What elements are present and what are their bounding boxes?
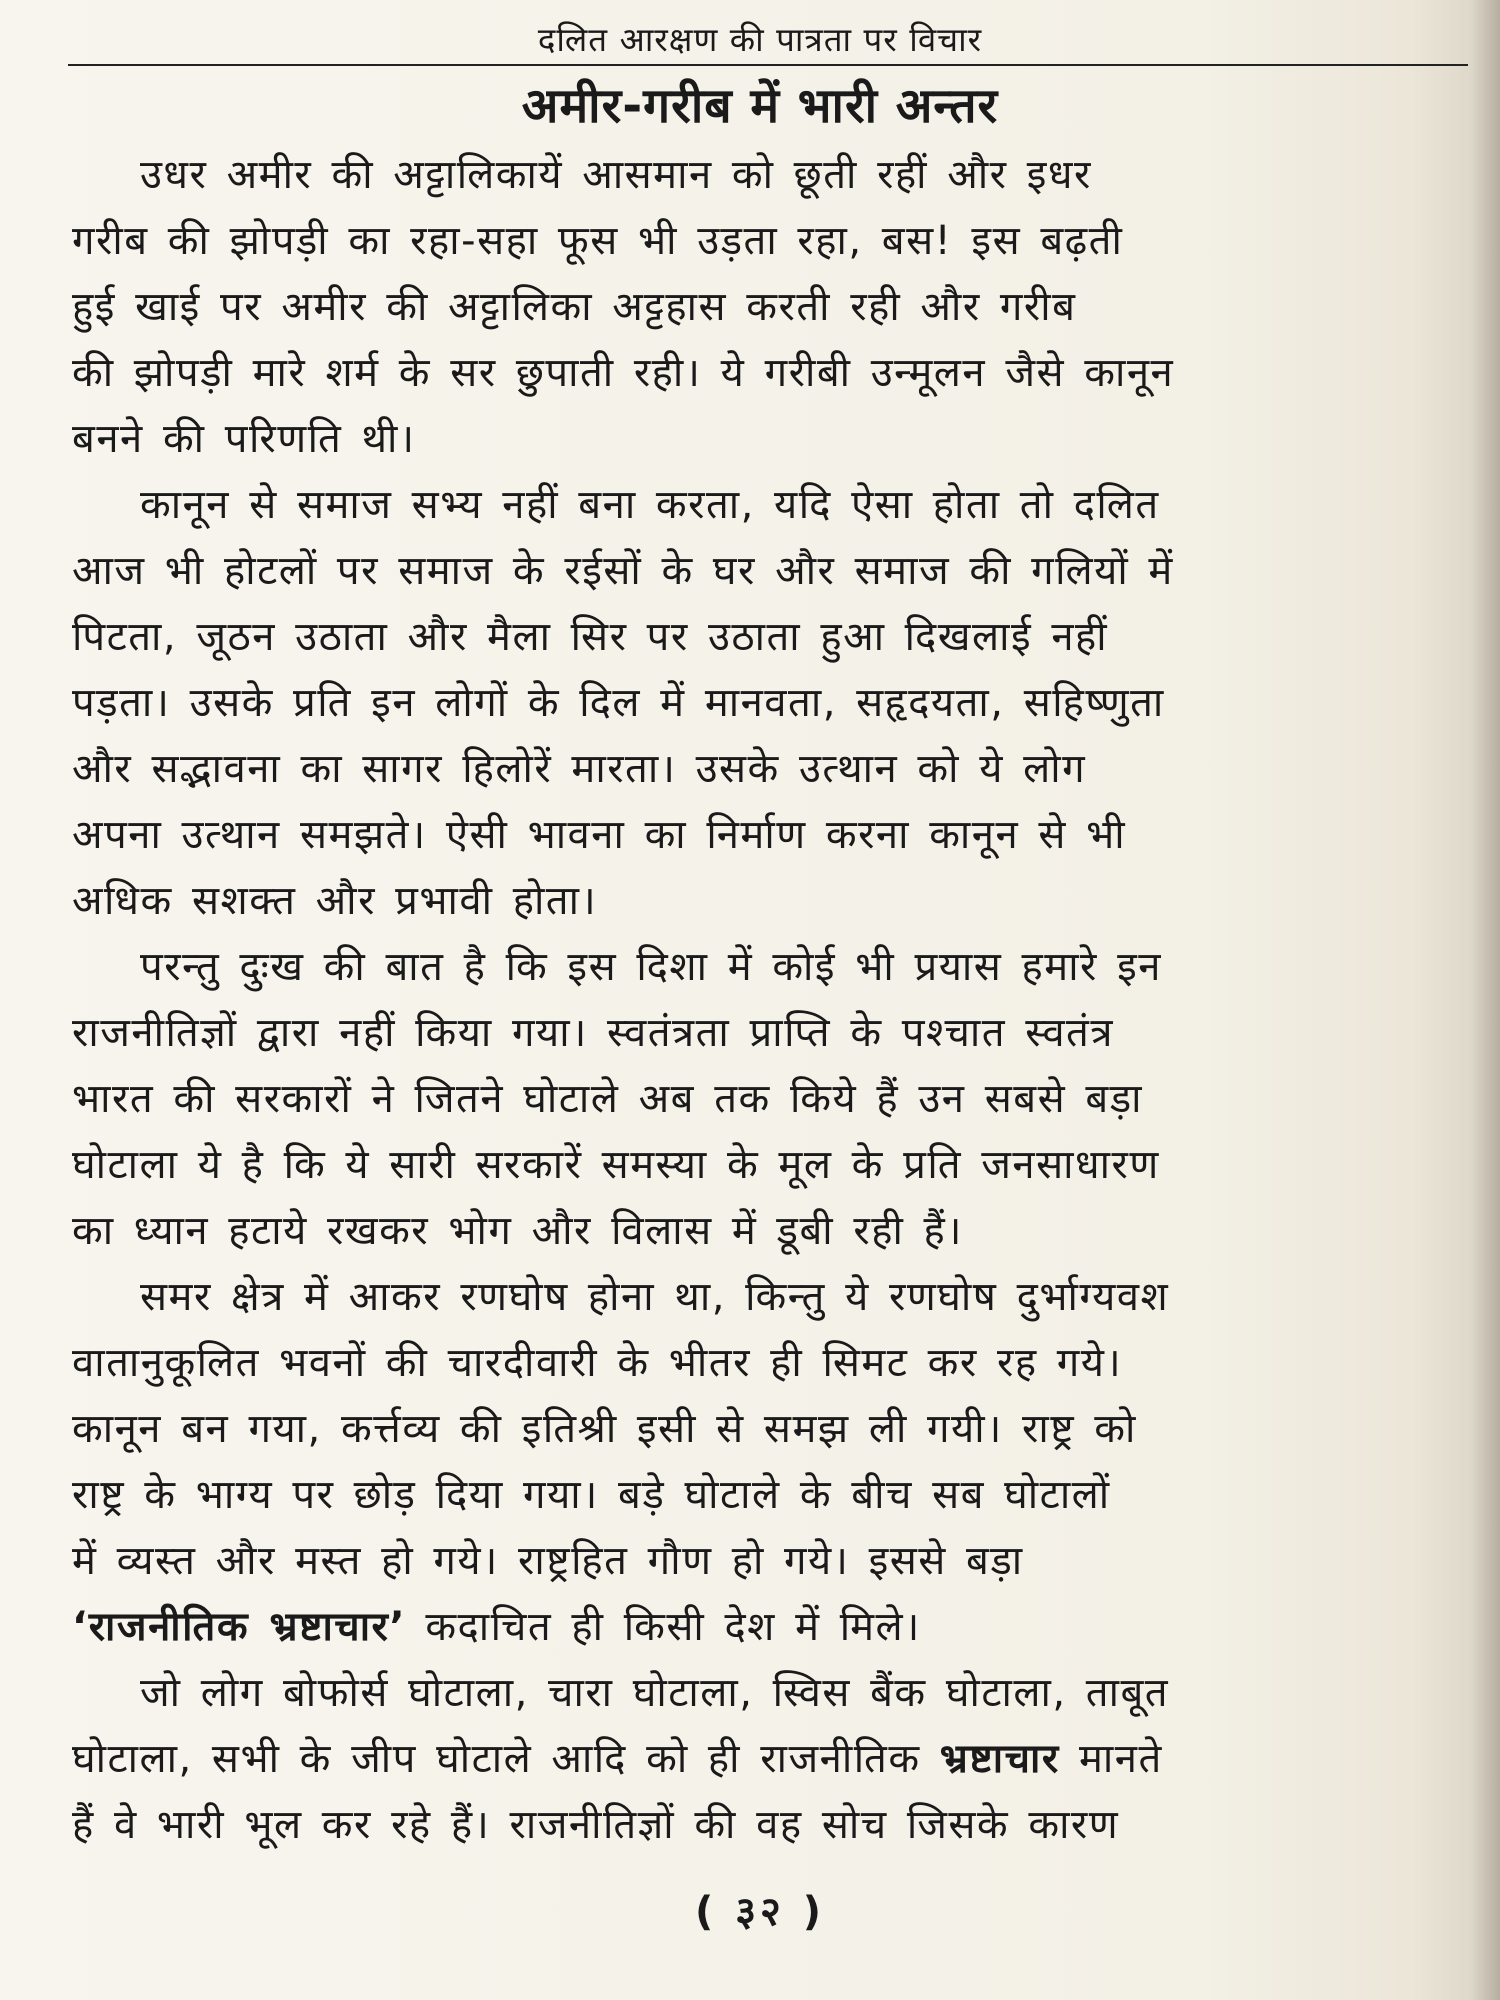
running-head: दलित आरक्षण की पात्रता पर विचार bbox=[537, 20, 983, 59]
paragraph-1-line: बनने की परिणति थी। bbox=[72, 416, 416, 462]
paragraph-3-line: राजनीतिज्ञों द्वारा नहीं किया गया। स्वतंत्रता प्राप्ति के पश्चात स्वतंत्र bbox=[72, 1010, 1114, 1056]
paragraph-2-line: और सद्भावना का सागर हिलोरें मारता। उसके उत्थान को ये लोग bbox=[72, 746, 1087, 792]
paragraph-5-line: हैं वे भारी भूल कर रहे हैं। राजनीतिज्ञों की वह सोच जिसके कारण bbox=[72, 1802, 1120, 1848]
paragraph-3-line: परन्तु दुःख की बात है कि इस दिशा में कोई भी प्रयास हमारे इन bbox=[140, 944, 1162, 990]
paragraph-4-line: वातानुकूलित भवनों की चारदीवारी के भीतर ही सिमट कर रह गये। bbox=[72, 1340, 1123, 1386]
paragraph-4-line: राष्ट्र के भाग्य पर छोड़ दिया गया। बड़े घोटाले के बीच सब घोटालों bbox=[72, 1472, 1111, 1518]
paragraph-2-line: पड़ता। उसके प्रति इन लोगों के दिल में मानवता, सहृदयता, सहिष्णुता bbox=[72, 680, 1165, 726]
paragraph-1-line: हुई खाई पर अमीर की अट्टालिका अट्टहास करती रही और गरीब bbox=[72, 284, 1077, 330]
header-rule bbox=[68, 64, 1468, 66]
paragraph-3-line: का ध्यान हटाये रखकर भोग और विलास में डूबी रही हैं। bbox=[72, 1208, 963, 1254]
paragraph-5-line bbox=[72, 1726, 1487, 1792]
paragraph-2-line: आज भी होटलों पर समाज के रईसों के घर और समाज की गलियों में bbox=[72, 548, 1174, 594]
paragraph-4-line: कानून बन गया, कर्त्तव्य की इतिश्री इसी से समझ ली गयी। राष्ट्र को bbox=[72, 1406, 1137, 1452]
paragraph-2-line: अधिक सशक्त और प्रभावी होता। bbox=[72, 878, 598, 924]
paragraph-1-line: गरीब की झोपड़ी का रहा-सहा फूस भी उड़ता रहा, बस! इस बढ़ती bbox=[72, 218, 1124, 264]
paragraph-1-line: उधर अमीर की अट्टालिकायें आसमान को छूती रहीं और इधर bbox=[140, 152, 1092, 198]
paragraph-3-line: घोटाला ये है कि ये सारी सरकारें समस्या के मूल के प्रति जनसाधारण bbox=[72, 1142, 1160, 1188]
line-text: मानते bbox=[1059, 1736, 1163, 1782]
paragraph-3-line: भारत की सरकारों ने जितने घोटाले अब तक किये हैं उन सबसे बड़ा bbox=[72, 1076, 1143, 1122]
page-number: ( ३२ ) bbox=[694, 1889, 825, 1935]
paragraph-2-line: कानून से समाज सभ्य नहीं बना करता, यदि ऐसा होता तो दलित bbox=[140, 482, 1160, 528]
paragraph-5-line: जो लोग बोफोर्स घोटाला, चारा घोटाला, स्विस बैंक घोटाला, ताबूत bbox=[140, 1670, 1170, 1716]
paragraph-4-line: समर क्षेत्र में आकर रणघोष होना था, किन्तु ये रणघोष दुर्भाग्यवश bbox=[140, 1274, 1170, 1320]
paragraph-2-line: अपना उत्थान समझते। ऐसी भावना का निर्माण करना कानून से भी bbox=[72, 812, 1127, 858]
line-text: कदाचित ही किसी देश में मिले। bbox=[406, 1604, 921, 1650]
paragraph-1-line: की झोपड़ी मारे शर्म के सर छुपाती रही। ये गरीबी उन्मूलन जैसे कानून bbox=[72, 350, 1175, 396]
paragraph-2-line: पिटता, जूठन उठाता और मैला सिर पर उठाता हुआ दिखलाई नहीं bbox=[72, 614, 1109, 660]
bold-word: भ्रष्टाचार bbox=[939, 1736, 1060, 1782]
body-text bbox=[72, 142, 1487, 1858]
paragraph-4-line: में व्यस्त और मस्त हो गये। राष्ट्रहित गौण हो गये। इससे बड़ा bbox=[72, 1538, 1024, 1584]
chapter-title: अमीर-गरीब में भारी अन्तर bbox=[521, 78, 999, 134]
paragraph-4-line bbox=[72, 1594, 1487, 1660]
bold-phrase: ‘राजनीतिक भ्रष्टाचार’ bbox=[72, 1604, 407, 1650]
line-text: घोटाला, सभी के जीप घोटाले आदि को ही राजनीतिक bbox=[72, 1736, 940, 1782]
